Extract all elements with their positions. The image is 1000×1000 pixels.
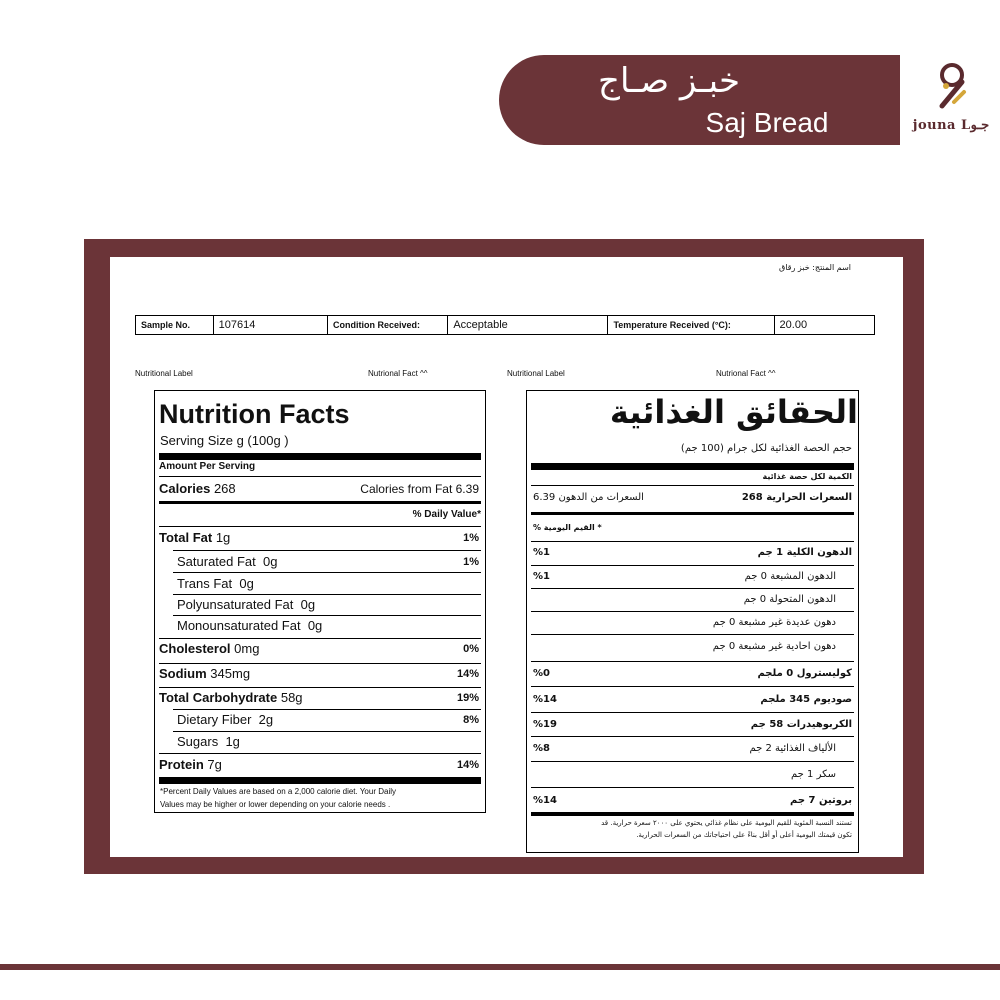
nutrient-percent: %14 [533,795,557,806]
logo-mark-icon [934,62,970,110]
brand-logo [912,62,990,142]
nutrient-row-total-carbohydrate [159,687,481,709]
divider-thin [531,736,854,737]
nutrient-percent: 1% [463,532,479,544]
footnote-line-1: *Percent Daily Values are based on a 2,000 calorie diet. Your Daily [160,787,396,796]
bottom-accent-line [0,964,1000,970]
lab-report-sheet [110,257,903,857]
nutrient-row-saturated-fat [177,551,481,573]
nutrient-label: Sugars [177,734,219,749]
serving-size-arabic: حجم الحصة الغذائية لكل جرام (100 جم) [680,443,852,454]
divider-medium [531,512,854,515]
caption-nutritional-label-right: Nutritional Label [507,369,565,378]
amount-per-serving: Amount Per Serving [159,461,256,472]
nutrient-amount: 0mg [234,641,260,656]
nutrient-amount: 58g [280,690,303,705]
calories-from-fat: Calories from Fat 6.39 [360,482,479,496]
nutrient-label: Polyunsaturated Fat [177,597,294,612]
footnote-arabic [535,817,852,841]
nutrient-label: الدهون الكلية 1 جم [757,547,852,558]
nutrient-label: Cholesterol [159,641,231,656]
nutrient-row-arabic [531,764,854,786]
calories-row [159,478,481,500]
nutrient-row-arabic [531,689,854,711]
divider-thin [531,485,854,486]
nutrient-row-arabic [531,790,854,812]
nutrient-label: Trans Fat [177,576,233,591]
divider-thin [531,661,854,662]
nutrient-label: دهون عديدة غير مشبعة 0 جم [712,617,836,628]
nutrient-percent: %14 [533,694,557,705]
nutrient-amount: 0g [307,618,323,633]
logo-text: jouna Lجـو [912,118,990,133]
nutrition-facts-title: Nutrition Facts [159,399,350,429]
calories-from-fat-arabic: السعرات من الدهون 6.39 [533,492,644,503]
divider-thin [531,712,854,713]
nutrient-row-arabic [531,542,854,564]
temperature-label: Temperature Received (°C): [608,316,774,334]
calories-row-arabic [531,487,854,509]
nutrient-percent: 8% [463,714,479,726]
nutrient-label: صوديوم 345 ملجم [760,694,852,705]
calories-value: 268 [213,481,236,496]
nutrition-facts-title-arabic: الحقائق الغذائية [609,393,858,431]
nutrient-label: الدهون المتحولة 0 جم [743,594,836,605]
nutrient-amount: 345mg [210,666,251,681]
title-banner [499,55,900,145]
nutrient-label: الألياف الغذائية 2 جم [749,743,836,754]
nutrient-row-dietary-fiber [177,709,481,731]
nutrient-row-arabic [531,663,854,685]
nutrient-percent: 0% [463,643,479,655]
serving-size: Serving Size g (100g ) [160,433,289,448]
nutrient-row-protein [159,754,481,776]
sample-number-label: Sample No. [136,316,214,334]
footnote-english [160,785,481,811]
nutrient-amount: 7g [207,757,222,772]
banner-title-english: Saj Bread [705,107,829,138]
nutrient-label: دهون احادية غير مشبعة 0 جم [712,641,836,652]
nutrient-amount: 0g [239,576,254,591]
divider-thin [531,761,854,762]
condition-label: Condition Received: [328,316,448,334]
daily-value-header-arabic [531,517,854,539]
nutrient-label: الدهون المشبعة 0 جم [744,571,836,582]
nutrient-label: Dietary Fiber [177,712,252,727]
nutrient-label: Sodium [159,666,207,681]
divider-thin [159,476,481,477]
nutrient-percent: %19 [533,719,557,730]
divider-thin [531,787,854,788]
caption-nutritional-label-left: Nutritional Label [135,369,193,378]
nutrient-amount: 0g [263,554,278,569]
footnote-line-2: Values may be higher or lower depending on your calorie needs . [160,800,391,809]
nutrition-facts-english [154,390,486,813]
amount-per-serving-arabic [531,469,854,485]
nutrient-row-arabic [531,589,854,611]
nutrient-row-arabic [531,714,854,736]
nutrient-row-arabic [531,612,854,634]
nutrient-percent: 1% [463,556,479,568]
daily-value-label-arabic: * القيم اليومية % [533,523,602,532]
nutrient-row-arabic [531,636,854,658]
nutrient-percent: 14% [456,668,479,680]
nutrient-amount: 2g [258,712,274,727]
nutrient-row-sugars [177,731,481,753]
nutrient-label: بروتين 7 جم [789,795,852,806]
nutrient-row-sodium [159,663,481,685]
nutrient-percent: %0 [533,668,550,679]
nutrient-row-cholesterol [159,638,481,660]
nutrient-label: Total Fat [159,530,213,545]
calories-label: Calories [159,481,211,496]
nutrient-label: الكربوهيدرات 58 جم [750,719,852,730]
nutrient-percent: %1 [533,547,550,558]
nutrient-amount: 1g [225,734,240,749]
nutrient-label: Monounsaturated Fat [177,618,301,633]
nutrition-facts-arabic [526,390,859,853]
sample-info-table [135,315,875,335]
nutrient-row-polyunsaturated-fat [177,594,481,616]
nutrient-label: Saturated Fat [177,554,256,569]
nutrient-row-total-fat [159,527,481,549]
nutrient-percent: 14% [456,759,479,771]
amount-per-serving-label: الكمية لكل حصة غذائية [762,472,852,481]
footnote-arabic-line-1: تستند النسبة المئوية للقيم اليومية على نظام غذائي يحتوي على ٢٠٠٠ سعرة حرارية. قد [601,819,852,827]
calories-arabic: السعرات الحرارية 268 [741,492,852,503]
nutrient-row-arabic [531,738,854,760]
temperature-value: 20.00 [779,319,808,331]
divider-thick [159,777,481,784]
nutrient-amount: 1g [215,530,231,545]
nutrient-label: Protein [159,757,204,772]
nutrient-label: سكر 1 جم [791,769,836,780]
nutrient-row-monounsaturated-fat [177,615,481,637]
footnote-arabic-line-2: تكون قيمتك اليومية أعلى أو أقل بناءً على احتياجاتك من السعرات الحرارية. [636,831,852,839]
product-name-arabic: اسم المنتج: خبز رقاق [779,263,851,272]
caption-nutritional-fact-right: Nutrional Fact ^^ [716,369,776,378]
divider-thin [531,686,854,687]
sample-number-value: 107614 [214,316,328,334]
nutrient-row-trans-fat [177,573,481,595]
nutrient-amount: 0g [300,597,316,612]
nutrient-percent: %1 [533,571,550,582]
banner-title-arabic: خبـز صـاج [598,61,740,101]
nutrient-label: Total Carbohydrate [159,690,278,705]
nutrient-percent: 19% [456,692,479,704]
condition-value: Acceptable [448,316,608,334]
nutrient-percent: %8 [533,743,550,754]
nutrient-label: كوليسترول 0 ملجم [757,668,852,679]
divider-thin [531,634,854,635]
divider-thick [531,812,854,816]
nutrient-row-arabic [531,566,854,588]
daily-value-header: % Daily Value* [412,509,481,520]
caption-nutritional-fact-left: Nutrional Fact ^^ [368,369,428,378]
